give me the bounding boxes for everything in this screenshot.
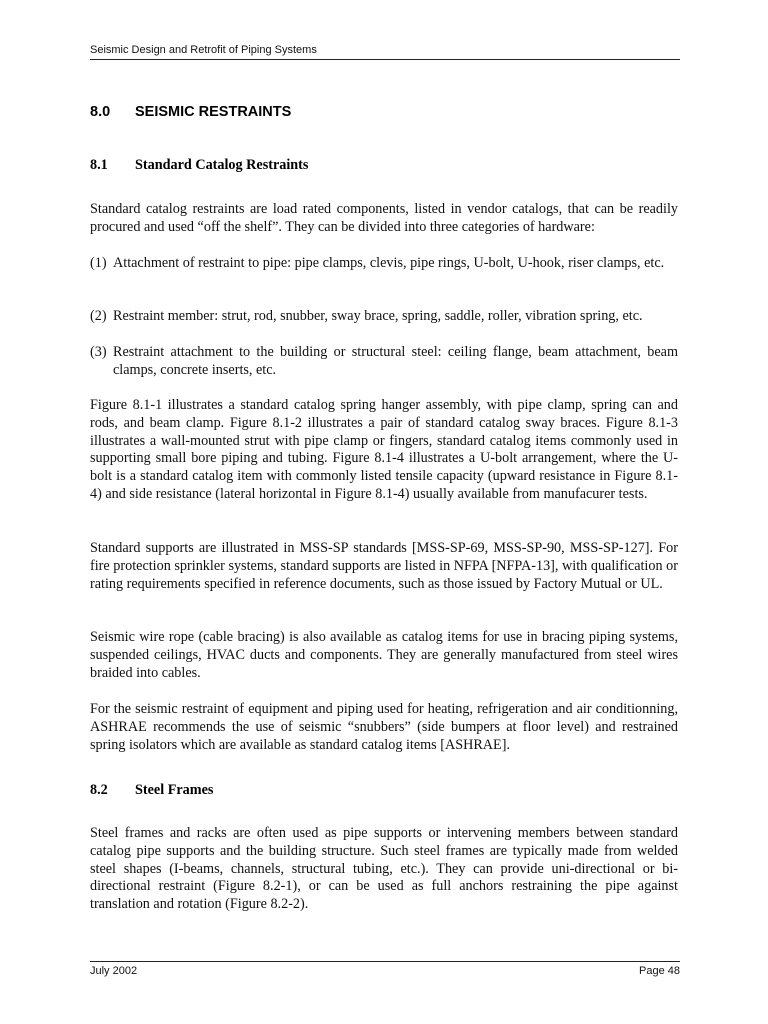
list-item-2 — [90, 308, 678, 326]
list-marker: (2) — [90, 308, 107, 324]
footer-date: July 2002 — [90, 965, 138, 977]
list-text: Restraint member: strut, rod, snubber, sway brace, spring, saddle, roller, vibration spring, etc. — [113, 308, 643, 324]
subsection-title: Steel Frames — [135, 782, 214, 798]
paragraph-figures: Figure 8.1-1 illustrates a standard catalog spring hanger assembly, with pipe clamp, spring can and rods, and beam clamp. Figure 8.1-2 illustrates a pair of standard catalog sway braces. Figure 8.1-3 illustrates a wall-mounted strut with pipe clamp or fingers, standard catalog items commonly used in supporting small bore piping and tubing. Figure 8.1-4 illustrates a U-bolt arrangement, where the U-bolt is a standard catalog item with commonly listed tensile capacity (upward resistance in Figure 8.1-4) and side resistance (lateral horizontal in Figure 8.1-4) usually available from manufacurer tests. — [90, 397, 678, 502]
running-footer — [90, 961, 680, 977]
list-marker: (3) — [90, 344, 107, 360]
list-text: Attachment of restraint to pipe: pipe clamps, clevis, pipe rings, U-bolt, U-hook, riser clamps, etc. — [113, 255, 665, 271]
paragraph-wire-rope: Seismic wire rope (cable bracing) is also available as catalog items for use in bracing piping systems, suspended ceilings, HVAC ducts and components. They are generally manufactured from steel wires braided into cables. — [90, 629, 678, 681]
paragraph-intro: Standard catalog restraints are load rated components, listed in vendor catalogs, that can be readily procured and used “off the shelf”. They can be divided into three categories of hardware: — [90, 201, 678, 235]
section-title: SEISMIC RESTRAINTS — [135, 104, 292, 120]
list-item-1 — [90, 255, 678, 273]
subsection-title: Standard Catalog Restraints — [135, 157, 309, 173]
running-header — [90, 44, 680, 60]
subsection-heading-8-2 — [90, 782, 213, 799]
list-text: Restraint attachment to the building or structural steel: ceiling flange, beam attachment, beam clamps, concrete inserts, etc. — [113, 344, 678, 378]
section-heading — [90, 104, 291, 120]
header-title: Seismic Design and Retrofit of Piping Systems — [90, 44, 317, 56]
paragraph-standards: Standard supports are illustrated in MSS-SP standards [MSS-SP-69, MSS-SP-90, MSS-SP-127]. For fire protection sprinkler systems, standard supports are listed in NFPA [NFPA-13], with qualification or rating requirements specified in reference documents, such as those issued by Factory Mutual or UL. — [90, 540, 678, 592]
page-number: Page 48 — [639, 965, 680, 977]
paragraph-steel-frames: Steel frames and racks are often used as pipe supports or intervening members between standard catalog pipe supports and the building structure. Such steel frames are typically made from welded steel shapes (I-beams, channels, structural tubing, etc.). They can provide uni-directional or bi-directional restraint (Figure 8.2-1), or can be used as full anchors restraining the pipe against translation and rotation (Figure 8.2-2). — [90, 825, 678, 913]
list-item-3 — [90, 344, 678, 380]
paragraph-ashrae: For the seismic restraint of equipment and piping used for heating, refrigeration and air conditionning, ASHRAE recommends the use of seismic “snubbers” (side bumpers at floor level) and restrained spring isolators which are available as standard catalog items [ASHRAE]. — [90, 701, 678, 753]
section-number: 8.0 — [90, 104, 111, 120]
subsection-number: 8.2 — [90, 782, 108, 798]
subsection-number: 8.1 — [90, 157, 108, 173]
list-marker: (1) — [90, 255, 107, 271]
subsection-heading-8-1 — [90, 157, 308, 174]
